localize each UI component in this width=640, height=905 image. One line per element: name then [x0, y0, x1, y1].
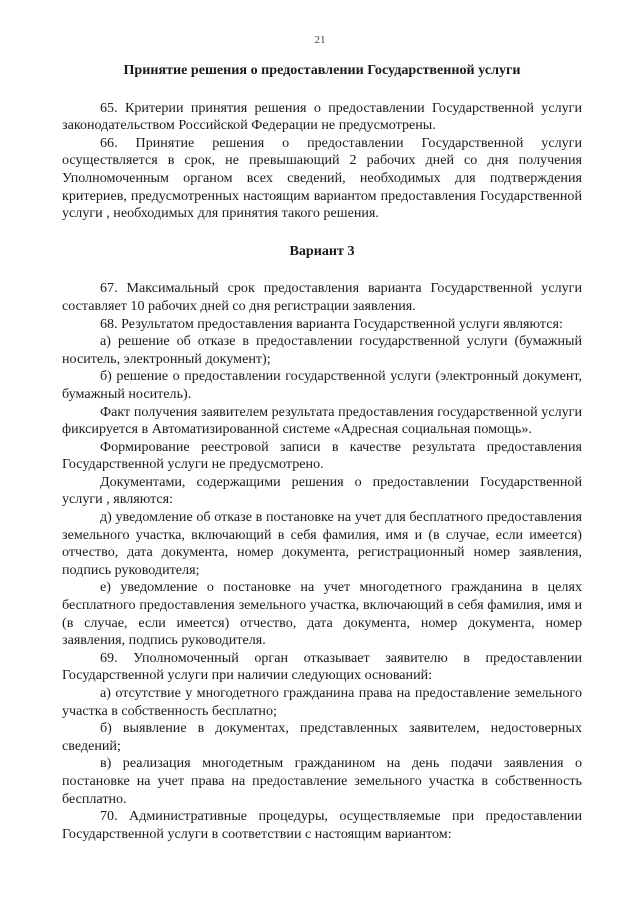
- paragraph-65: 65. Критерии принятия решения о предоставлении Государственной услуги законодательством Российской Федерации не предусмотрены.: [62, 99, 582, 134]
- paragraph-67: 67. Максимальный срок предоставления варианта Государственной услуги составляет 10 рабочих дней со дня регистрации заявления.: [62, 280, 582, 314]
- paragraph-68-item-a: а) решение об отказе в предоставлении государственной услуги (бумажный носитель, электронный документ);: [62, 333, 582, 367]
- paragraph-69-item-b: б) выявление в документах, представленных заявителем, недостоверных сведений;: [62, 720, 582, 754]
- page-number: 21: [314, 34, 326, 46]
- paragraph-69-item-c: в) реализация многодетным гражданином на день подачи заявления о постановке на учет права на предоставление земельного участка в собственность бесплатно.: [62, 755, 582, 807]
- section-heading-variant-3: Вариант 3: [289, 242, 355, 259]
- paragraph-documents-item-e: е) уведомление о постановке на учет многодетного гражданина в целях бесплатного предоставления земельного участка, включающий в себя фамилия, имя и (в случае, если имеется) отчество, дата документа, номер документа, номер заявления, подпись руководителя.: [62, 579, 582, 649]
- paragraph-70: 70. Административные процедуры, осуществляемые при предоставлении Государственной услуги в соответствии с настоящим вариантом:: [62, 808, 582, 842]
- paragraph-66: 66. Принятие решения о предоставлении Государственной услуги осуществляется в срок, не превышающий 2 рабочих дней со дня получения Уполномоченным органом всех сведений, необходимых для подтверждения критериев, предусмотренных настоящим вариантом предоставления Государственной услуги , необходимых для принятия такого решения.: [62, 134, 582, 222]
- paragraph-documents-item-d: д) уведомление об отказе в постановке на учет для бесплатного предоставления земельного участка, включающий в себя фамилия, имя и (в случае, если имеется) отчество, дата документа, номер документа, регистрационный номер заявления, подпись руководителя;: [62, 509, 582, 578]
- paragraph-result-fact: Факт получения заявителем результата предоставления государственной услуги фиксируется в Автоматизированной системе «Адресная социальная помощь».: [62, 403, 582, 438]
- document-body: [62, 62, 582, 843]
- paragraph-68-item-b: б) решение о предоставлении государственной услуги (электронный документ, бумажный носитель).: [62, 368, 582, 402]
- paragraph-registry-record: Формирование реестровой записи в качестве результата предоставления Государственной услуги не предусмотрено.: [62, 438, 582, 473]
- paragraph-documents: Документами, содержащими решения о предоставлении Государственной услуги , являются:: [62, 473, 582, 508]
- paragraph-69: 69. Уполномоченный орган отказывает заявителю в предоставлении Государственной услуги при наличии следующих оснований:: [62, 649, 582, 684]
- variant-3-section: [62, 280, 582, 843]
- paragraph-68: 68. Результатом предоставления варианта Государственной услуги являются:: [100, 315, 563, 332]
- section-heading-decision: Принятие решения о предоставлении Государственной услуги: [123, 62, 521, 78]
- paragraph-69-item-a: а) отсутствие у многодетного гражданина права на предоставление земельного участка в собственность бесплатно;: [62, 685, 582, 719]
- decision-section: [62, 100, 582, 223]
